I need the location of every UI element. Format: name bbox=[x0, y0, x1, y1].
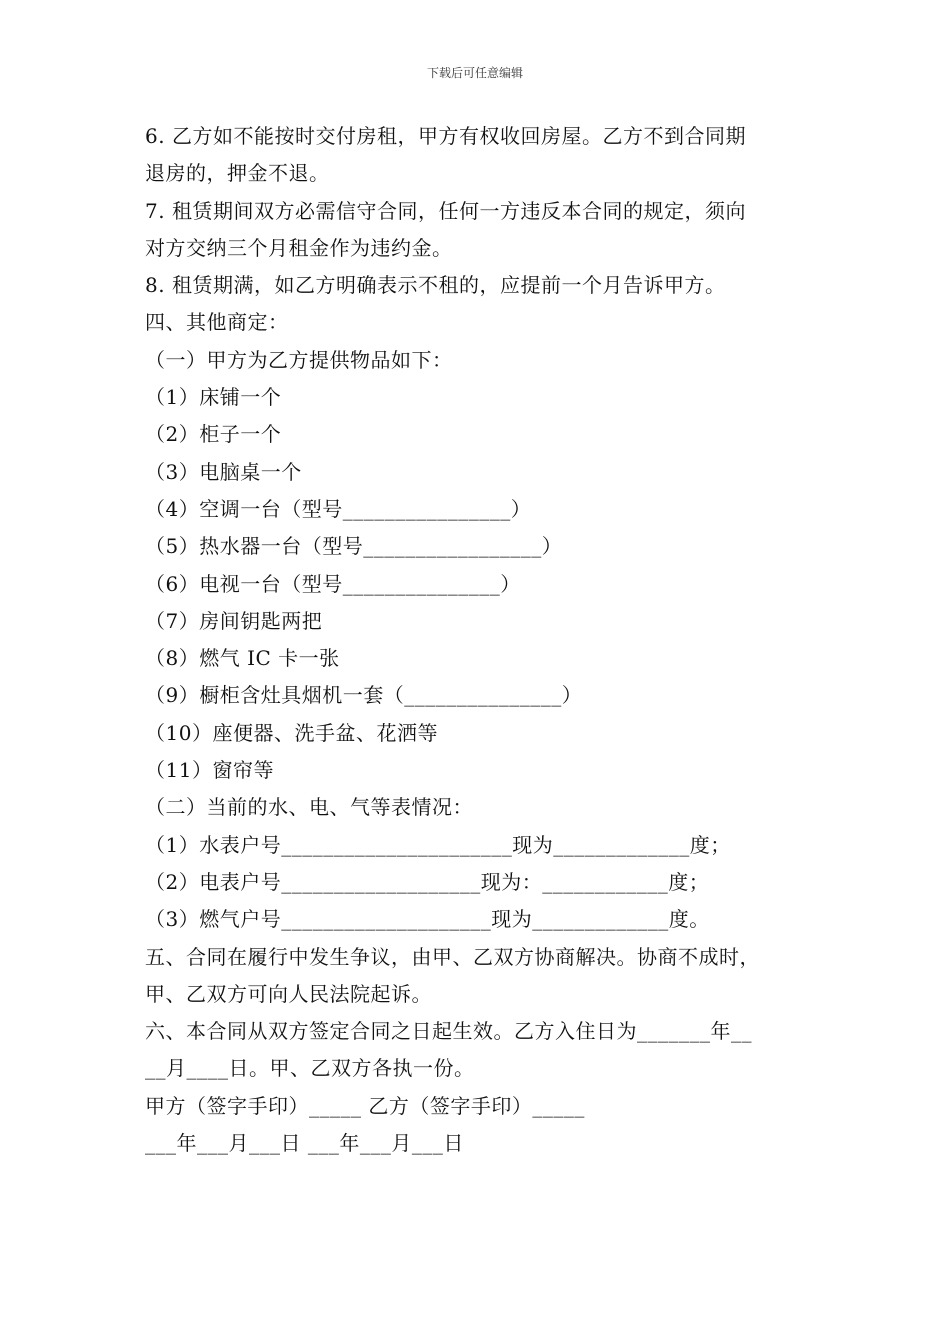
text-line: （11）窗帘等 bbox=[145, 758, 274, 783]
text-line: （1）水表户号______________________现为_____________度； bbox=[145, 832, 731, 857]
clause-7-line-2 bbox=[145, 230, 825, 267]
section-6-line-2 bbox=[145, 1050, 825, 1087]
item-8 bbox=[145, 640, 825, 677]
item-5 bbox=[145, 528, 825, 565]
text-line: （9）橱柜含灶具烟机一套（_______________） bbox=[145, 683, 583, 708]
text-line: 甲、乙双方可向人民法院起诉。 bbox=[145, 981, 432, 1006]
text-line: （6）电视一台（型号_______________） bbox=[145, 571, 521, 596]
page-header: 下载后可任意编辑 bbox=[426, 66, 523, 80]
clause-8 bbox=[145, 267, 825, 304]
item-9 bbox=[145, 677, 825, 714]
signature-line bbox=[145, 1088, 825, 1125]
text-line: 对方交纳三个月租金作为违约金。 bbox=[145, 235, 453, 260]
section-5-line-2 bbox=[145, 976, 825, 1013]
date-line bbox=[145, 1125, 825, 1162]
text-line: （7）房间钥匙两把 bbox=[145, 608, 323, 633]
clause-6-line-2 bbox=[145, 155, 825, 192]
clause-7-line-1 bbox=[145, 193, 825, 230]
text-line: 8. 租赁期满，如乙方明确表示不租的，应提前一个月告诉甲方。 bbox=[145, 273, 726, 298]
text-line: （二）当前的水、电、气等表情况： bbox=[145, 795, 473, 820]
text-line: 6. 乙方如不能按时交付房租，甲方有权收回房屋。乙方不到合同期 bbox=[145, 124, 746, 148]
section-5-line-1 bbox=[145, 939, 825, 976]
text-line: （2）电表户号___________________现为：____________度； bbox=[145, 869, 710, 894]
meter-electric bbox=[145, 864, 825, 901]
text-line: （一）甲方为乙方提供物品如下： bbox=[145, 347, 453, 372]
section-4-heading bbox=[145, 304, 825, 341]
text-line: 甲方（签字手印）_____ 乙方（签字手印）_____ bbox=[145, 1093, 585, 1118]
subsection-meters-heading bbox=[145, 789, 825, 826]
text-line: 四、其他商定： bbox=[145, 310, 289, 335]
text-line: （5）热水器一台（型号_________________） bbox=[145, 534, 563, 559]
item-2 bbox=[145, 416, 825, 453]
text-line: （1）床铺一个 bbox=[145, 385, 282, 410]
text-line: （2）柜子一个 bbox=[145, 422, 282, 447]
section-6-line-1 bbox=[145, 1013, 825, 1050]
text-line: 退房的，押金不退。 bbox=[145, 161, 330, 186]
item-10 bbox=[145, 715, 825, 752]
text-line: （4）空调一台（型号________________） bbox=[145, 496, 532, 521]
text-line: 7. 租赁期间双方必需信守合同，任何一方违反本合同的规定，须向 bbox=[145, 198, 746, 223]
text-line: 六、本合同从双方签定合同之日起生效。乙方入住日为_______年__ bbox=[145, 1019, 752, 1044]
subsection-items-heading bbox=[145, 342, 825, 379]
text-line: （10）座便器、洗手盆、花洒等 bbox=[145, 720, 438, 745]
item-6 bbox=[145, 566, 825, 603]
item-7 bbox=[145, 603, 825, 640]
text-line: ___年___月___日 ___年___月___日 bbox=[145, 1131, 464, 1156]
meter-gas bbox=[145, 901, 825, 938]
text-line: __月____日。甲、乙双方各执一份。 bbox=[145, 1056, 475, 1081]
item-11 bbox=[145, 752, 825, 789]
item-4 bbox=[145, 491, 825, 528]
text-line: （3）电脑桌一个 bbox=[145, 459, 302, 484]
meter-water bbox=[145, 827, 825, 864]
text-line: （3）燃气户号____________________现为_____________度。 bbox=[145, 907, 710, 932]
item-3 bbox=[145, 454, 825, 491]
text-line: （8）燃气 IC 卡一张 bbox=[145, 646, 340, 671]
contract-body bbox=[145, 118, 825, 1162]
clause-6-line-1 bbox=[145, 118, 825, 155]
text-line: 五、合同在履行中发生争议，由甲、乙双方协商解决。协商不成时， bbox=[145, 944, 760, 969]
item-1 bbox=[145, 379, 825, 416]
